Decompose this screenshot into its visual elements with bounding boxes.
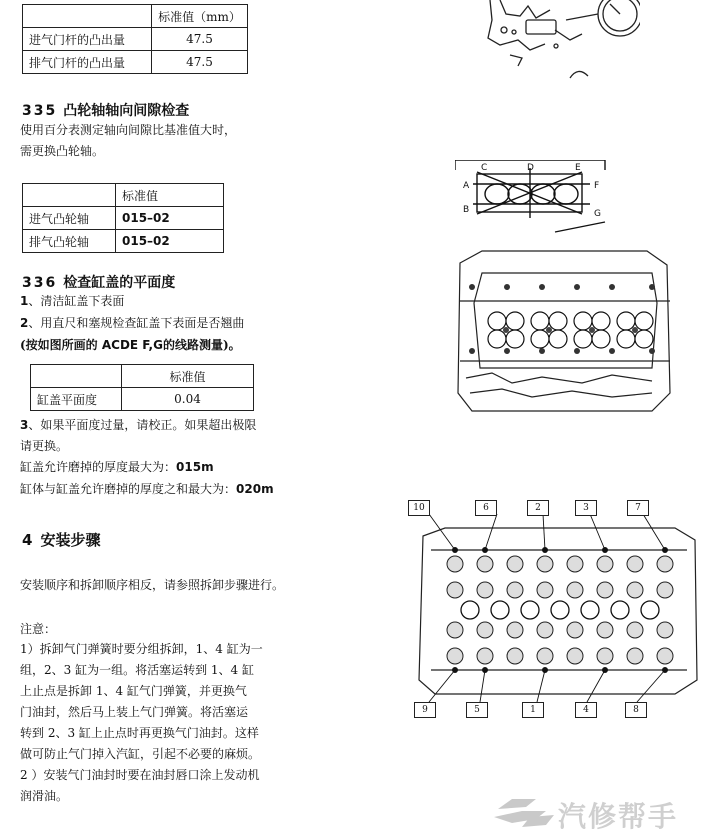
camshaft-clearance-table [22, 183, 224, 253]
note-line: 润滑油。 [20, 789, 69, 803]
table-row [23, 51, 248, 74]
flatness-table [30, 364, 254, 411]
table-cell-value: 47.5 [152, 51, 248, 74]
total-grind-limit [20, 479, 274, 500]
bolt-label: 10 [408, 500, 430, 516]
bolt-label: 1 [522, 702, 544, 718]
table-header-empty [23, 5, 152, 28]
limit-value: 015m [176, 460, 214, 474]
note-line: 2 ）安装气门油封时要在油封唇口涂上发动机 [20, 768, 260, 782]
table-header-empty [31, 365, 122, 388]
table-cell-label: 排气凸轮轴 [23, 230, 116, 253]
step-2-detail [20, 335, 241, 356]
step-text: 、清洁缸盖下表面 [28, 294, 125, 308]
step-2 [20, 313, 244, 334]
install-intro: 安装顺序和拆卸顺序相反，请参照拆卸步骤进行。 [20, 578, 285, 592]
limit-label: 缸盖允许磨掉的厚度最大为： [20, 460, 177, 474]
detail-prefix: (按如图所画的 [20, 338, 102, 352]
line-label-d: D [527, 163, 534, 173]
section-title: 安装步骤 [40, 531, 101, 549]
table-cell-value: 015–02 [116, 207, 224, 230]
bolt-label: 6 [475, 500, 497, 516]
step-number: 1 [20, 294, 29, 308]
table-cell-value: 0.04 [122, 388, 254, 411]
limit-label: 缸体与缸盖允许磨掉的厚度之和最大为： [20, 482, 237, 496]
dial-indicator-illustration [470, 0, 640, 90]
bolt-sequence-diagram [405, 490, 705, 720]
step-number: 2 [20, 316, 29, 330]
line-label-a: A [463, 181, 470, 191]
table-cell-value: 015–02 [116, 230, 224, 253]
detail-suffix: 的线路测量)。 [162, 338, 241, 352]
line-label-f: F [594, 181, 600, 191]
step-3-cont: 请更换。 [20, 439, 69, 453]
note-line: 门油封，然后马上装上气门弹簧。将活塞运 [20, 705, 249, 719]
note-line: 组，2、3 缸为一组。将活塞运转到 1、4 缸 [20, 663, 254, 677]
line-label-e: E [575, 163, 581, 173]
bolt-label: 9 [414, 702, 436, 718]
step-3 [20, 415, 256, 436]
section-number: 335 [22, 103, 58, 119]
car-logo-icon [492, 795, 556, 829]
bolt-label: 5 [466, 702, 488, 718]
bolt-label: 2 [527, 500, 549, 516]
valve-protrusion-table [22, 4, 248, 74]
watermark-logo [492, 795, 722, 831]
table-header: 标准值 [116, 184, 224, 207]
section-335-heading [22, 100, 189, 120]
bolt-label: 3 [575, 500, 597, 516]
table-header: 标准值（mm） [152, 5, 248, 28]
limit-value: 020m [236, 482, 274, 496]
watermark-text: 汽修帮手 [558, 800, 679, 833]
bolt-label: 7 [627, 500, 649, 516]
note-line: 转到 2、3 缸上止点时再更换气门油封。这样 [20, 726, 259, 740]
table-row [23, 28, 248, 51]
table-cell-label: 进气凸轮轴 [23, 207, 116, 230]
section-number: 336 [22, 275, 58, 291]
table-cell-label: 排气门杆的凸出量 [23, 51, 152, 74]
section-4-heading [22, 529, 100, 550]
table-row [23, 230, 224, 253]
section-335-line-2: 需更换凸轮轴。 [20, 144, 105, 158]
note-line: 上止点是拆卸 1、4 缸气门弹簧，并更换气 [20, 684, 247, 698]
section-336-heading [22, 272, 175, 292]
table-row [31, 388, 254, 411]
section-title: 凸轮轴轴向间隙检查 [63, 103, 190, 119]
note-line: 1）拆卸气门弹簧时要分组拆卸，1、4 缸为一 [20, 642, 263, 656]
table-header-empty [23, 184, 116, 207]
table-row [23, 207, 224, 230]
step-number: 3 [20, 418, 29, 432]
flatness-diagram [455, 160, 615, 240]
bolt-label: 8 [625, 702, 647, 718]
line-label-c: C [481, 163, 488, 173]
table-cell-label: 缸盖平面度 [31, 388, 122, 411]
step-text: 、如果平面度过量，请校正。如果超出极限 [28, 418, 257, 432]
step-text: 、用直尺和塞规检查缸盖下表面是否翘曲 [28, 316, 245, 330]
head-grind-limit [20, 457, 214, 478]
section-number: 4 [22, 531, 35, 549]
table-cell-label: 进气门杆的凸出量 [23, 28, 152, 51]
step-1 [20, 291, 124, 312]
section-title: 检查缸盖的平面度 [63, 275, 176, 291]
note-label: 注意： [20, 622, 57, 636]
note-line: 做可防止气门掉入汽缸，引起不必要的麻烦。 [20, 747, 261, 761]
section-335-line-1: 使用百分表测定轴向间隙比基准值大时， [20, 123, 237, 137]
bolt-label: 4 [575, 702, 597, 718]
line-label-b: B [463, 205, 470, 215]
cylinder-head-underside [452, 243, 677, 418]
line-label-g: G [594, 209, 601, 219]
measure-lines: ACDE F,G [101, 338, 163, 352]
table-header: 标准值 [122, 365, 254, 388]
table-cell-value: 47.5 [152, 28, 248, 51]
